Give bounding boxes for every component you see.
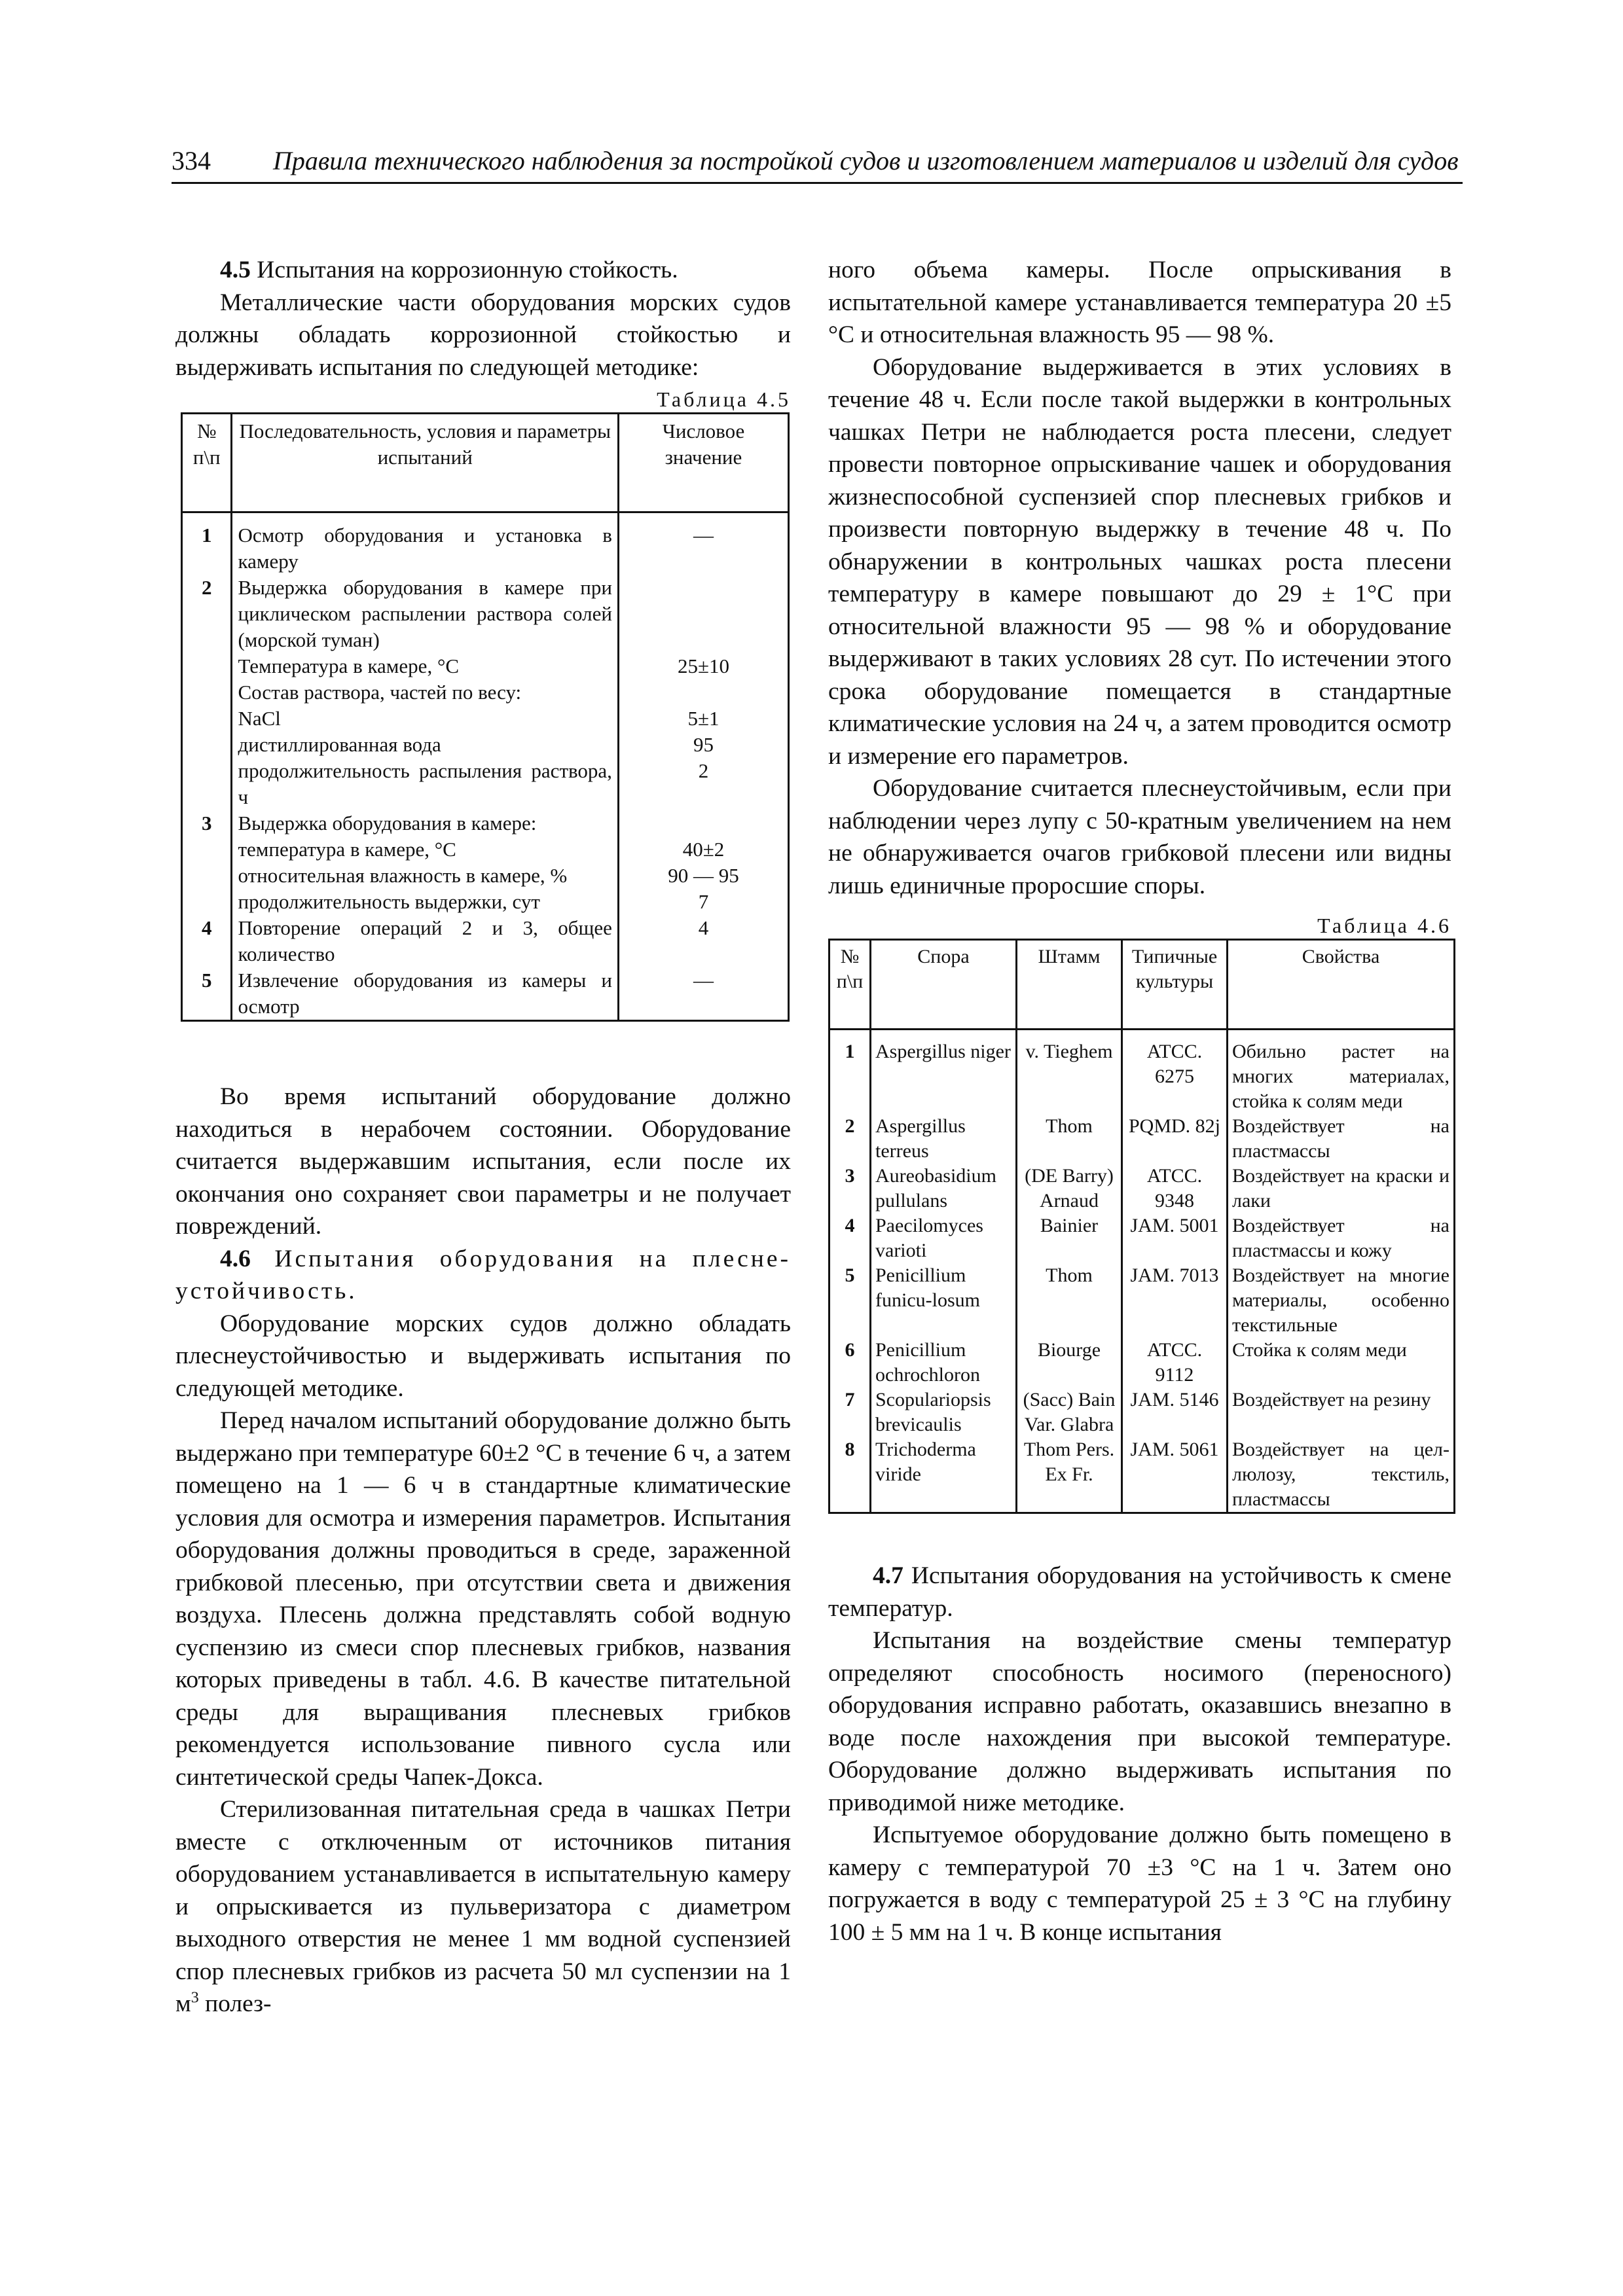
row-strain: Thom xyxy=(1017,1114,1122,1164)
paragraph: Испытуемое оборудование должно быть помещено в камеру с температурой 70 ±3 °С на 1 ч. Затем оно погружается в воду с температурой 25 ± 3 °С на глубину 100 ± 5 мм на 1 ч. В конце испытания xyxy=(828,1821,1451,1946)
table-row xyxy=(182,706,789,732)
paragraph: Металлические части оборудования морских судов должны обладать коррозионной стойкостью и выдерживать испытания по следующей методике: xyxy=(175,289,791,381)
section-4-7-heading xyxy=(828,1560,1451,1624)
row-value: 5±1 xyxy=(618,706,788,732)
paragraph: Оборудование считается плеснеустойчивым, если при наблюдении через лупу с 50-кратным увеличением на нем не обнаруживается очагов грибковой плесени или видны лишь единичные проросшие споры. xyxy=(828,775,1451,899)
table-row xyxy=(830,1164,1455,1213)
paragraph: Испытания на воздействие смены температур определяют способность носимого (переносного) оборудования исправно работать, оказавшись внезапно в воде после нахождения при высокой температуре. Оборудование должно выдерживать испытания по приводимой ниже методике. xyxy=(828,1627,1451,1816)
page-number: 334 xyxy=(172,146,211,175)
row-strain: (Sacc) Bain Var. Glabra xyxy=(1017,1388,1122,1437)
table-row xyxy=(830,1030,1455,1115)
row-culture: JAM. 7013 xyxy=(1122,1263,1228,1338)
row-number: 5 xyxy=(830,1263,871,1338)
row-number: 4 xyxy=(830,1213,871,1263)
right-column xyxy=(828,254,1451,1948)
superscript: 3 xyxy=(191,1989,199,2007)
section-number: 4.5 xyxy=(220,257,251,283)
row-properties: Стойка к солям меди xyxy=(1228,1338,1455,1388)
row-spore: Aureobasidium pullulans xyxy=(871,1164,1017,1213)
section-number: 4.7 xyxy=(873,1562,903,1589)
row-description: Выдержка оборудования в камере при циклическом распылении раствора солей (морской туман) xyxy=(232,575,618,653)
running-title: Правила технического наблюдения за постройкой судов и изготовлением материалов и изделий для судов xyxy=(273,146,1459,175)
row-properties: Воздействует на цел-люлозу, текстиль, пластмассы xyxy=(1228,1437,1455,1513)
row-culture: PQMD. 82j xyxy=(1122,1114,1228,1164)
running-head xyxy=(172,141,1463,184)
row-strain: Bainier xyxy=(1017,1213,1122,1263)
table-row xyxy=(182,889,789,915)
row-value: 90 — 95 xyxy=(618,863,788,889)
row-properties: Воздействует на многие материалы, особенно текстильные xyxy=(1228,1263,1455,1338)
row-strain: (DE Barry) Arnaud xyxy=(1017,1164,1122,1213)
row-description: Температура в камере, °С xyxy=(232,653,618,679)
row-number: 1 xyxy=(830,1030,871,1115)
row-number xyxy=(182,889,232,915)
row-value: 2 xyxy=(618,758,788,810)
table-header-cell: № п\п xyxy=(830,940,871,1030)
row-culture: ATCC. 9112 xyxy=(1122,1338,1228,1388)
paragraph-text: полез- xyxy=(198,1990,272,2017)
row-number: 5 xyxy=(182,967,232,1021)
table-4-5-caption: Таблица 4.5 xyxy=(657,387,791,411)
row-number: 7 xyxy=(830,1388,871,1437)
table-row xyxy=(182,810,789,836)
row-spore: Penicillium funicu-losum xyxy=(871,1263,1017,1338)
row-description: NaCl xyxy=(232,706,618,732)
row-number: 3 xyxy=(182,810,232,836)
table-row xyxy=(182,915,789,967)
table-header-cell: Последовательность, условия и параметры испытаний xyxy=(232,414,618,512)
section-number: 4.6 xyxy=(220,1245,251,1272)
row-strain: Thom Pers. Ex Fr. xyxy=(1017,1437,1122,1513)
row-number: 2 xyxy=(830,1114,871,1164)
row-spore: Penicillium ochrochloron xyxy=(871,1338,1017,1388)
row-value xyxy=(618,810,788,836)
row-description: Выдержка оборудования в камере: xyxy=(232,810,618,836)
row-description: продолжительность распыления раствора, ч xyxy=(232,758,618,810)
table-row xyxy=(182,758,789,810)
table-4-6-caption: Таблица 4.6 xyxy=(1317,914,1451,937)
table-row xyxy=(830,1263,1455,1338)
row-value: 4 xyxy=(618,915,788,967)
row-strain: v. Tieghem xyxy=(1017,1030,1122,1115)
row-properties: Воздействует на пластмассы и кожу xyxy=(1228,1213,1455,1263)
table-row xyxy=(182,653,789,679)
table-header-row xyxy=(182,414,789,512)
paragraph: Во время испытаний оборудование должно находиться в нерабочем состоянии. Оборудование считается выдержавшим испытания, если после их окончания оно сохраняет свои параметры и не получает повреждений. xyxy=(175,1083,791,1240)
row-number xyxy=(182,679,232,706)
table-row xyxy=(830,1388,1455,1437)
table-row xyxy=(182,836,789,863)
section-4-6-heading xyxy=(175,1243,791,1308)
row-spore: Aspergillus niger xyxy=(871,1030,1017,1115)
row-properties: Воздействует на пластмассы xyxy=(1228,1114,1455,1164)
row-description: Извлечение оборудования из камеры и осмотр xyxy=(232,967,618,1021)
row-properties: Обильно растет на многих материалах, стойка к солям меди xyxy=(1228,1030,1455,1115)
section-title: Испытания оборудования на устойчивость к смене температур. xyxy=(828,1562,1451,1622)
row-number: 1 xyxy=(182,512,232,575)
row-value: 40±2 xyxy=(618,836,788,863)
row-properties: Воздействует на краски и лаки xyxy=(1228,1164,1455,1213)
row-description: температура в камере, °С xyxy=(232,836,618,863)
paragraph xyxy=(175,1793,791,2020)
row-description: Повторение операций 2 и 3, общее количество xyxy=(232,915,618,967)
table-row xyxy=(182,512,789,575)
row-number: 2 xyxy=(182,575,232,653)
row-culture: JAM. 5146 xyxy=(1122,1388,1228,1437)
row-number xyxy=(182,706,232,732)
table-header-cell: Свойства xyxy=(1228,940,1455,1030)
row-number: 3 xyxy=(830,1164,871,1213)
row-number xyxy=(182,732,232,758)
section-title: Испытания на коррозионную стойкость. xyxy=(250,257,678,283)
table-header-row xyxy=(830,940,1455,1030)
row-number xyxy=(182,836,232,863)
table-4-6 xyxy=(828,939,1455,1514)
table-header-cell: № п\п xyxy=(182,414,232,512)
row-number: 8 xyxy=(830,1437,871,1513)
paragraph-text: Стерилизованная питательная среда в чашках Петри вместе с отключенным от источников питания оборудованием устанавливается в испытательную камеру и опрыскивается из пульверизатора с диаметром выходного отверстия не менее 1 мм водной суспензией спор плесневых грибков из расчета 50 мл суспензии на 1 м xyxy=(175,1796,791,2017)
row-culture: JAM. 5001 xyxy=(1122,1213,1228,1263)
row-value xyxy=(618,575,788,653)
row-strain: Thom xyxy=(1017,1263,1122,1338)
row-number: 4 xyxy=(182,915,232,967)
row-value: 25±10 xyxy=(618,653,788,679)
table-row xyxy=(830,1338,1455,1388)
paragraph: Перед началом испытаний оборудование должно быть выдержано при температуре 60±2 °С в течение 6 ч, а затем помещено на 1 — 6 ч в стандартные климатические условия для осмотра и измерения параметров. Испытания оборудования должны проводиться в среде, зараженной грибковой плесенью, при отсутствии света и движения воздуха. Плесень должна представлять собой водную суспензию из смеси спор плесневых грибков, названия которых приведены в табл. 4.6. В качестве питательной среды для выращивания плесневых грибков рекомендуется использование пивного сусла или синтетической среды Чапек-Докса. xyxy=(175,1407,791,1791)
row-value: 7 xyxy=(618,889,788,915)
table-row xyxy=(182,679,789,706)
left-column xyxy=(175,254,791,2020)
table-header-cell: Штамм xyxy=(1017,940,1122,1030)
row-number xyxy=(182,863,232,889)
row-description: относительная влажность в камере, % xyxy=(232,863,618,889)
row-value: 95 xyxy=(618,732,788,758)
table-header-cell: Числовое значение xyxy=(618,414,788,512)
paragraph: Оборудование морских судов должно обладать плеснеустойчивостью и выдерживать испытания по следующей методике. xyxy=(175,1310,791,1402)
row-number xyxy=(182,653,232,679)
row-spore: Scopulariopsis brevicaulis xyxy=(871,1388,1017,1437)
table-row xyxy=(830,1437,1455,1513)
row-spore: Paecilomyces varioti xyxy=(871,1213,1017,1263)
section-4-5-heading xyxy=(175,254,791,287)
row-properties: Воздействует на резину xyxy=(1228,1388,1455,1437)
row-description: дистиллированная вода xyxy=(232,732,618,758)
row-value xyxy=(618,679,788,706)
row-strain: Biourge xyxy=(1017,1338,1122,1388)
paragraph: Оборудование выдерживается в этих условиях в течение 48 ч. Если после такой выдержки в контрольных чашках Петри не наблюдается роста плесени, следует провести повторное опрыскивание чашек и оборудования жизнеспособной суспензией спор плесневых грибков и произвести повторную выдержку в течение 48 ч. По обнаружении в контрольных чашках роста плесени температуру в камере повышают до 29 ± 1°С при относительной влажности 95 — 98 % и оборудование выдерживают в таких условиях 28 сут. По истечении этого срока оборудование помещается в стандартные климатические условия на 24 ч, а затем проводится осмотр и измерение его параметров. xyxy=(828,353,1451,770)
row-culture: JAM. 5061 xyxy=(1122,1437,1228,1513)
row-spore: Trichoderma viride xyxy=(871,1437,1017,1513)
row-description: Состав раствора, частей по весу: xyxy=(232,679,618,706)
row-culture: ATCC. 6275 xyxy=(1122,1030,1228,1115)
table-row xyxy=(182,863,789,889)
table-row xyxy=(830,1114,1455,1164)
row-value: — xyxy=(618,512,788,575)
row-description: продолжительность выдержки, сут xyxy=(232,889,618,915)
table-row xyxy=(182,575,789,653)
row-value: — xyxy=(618,967,788,1021)
row-number: 6 xyxy=(830,1338,871,1388)
paragraph: ного объема камеры. После опрыскивания в испытательной камере устанавливается температура 20 ±5 °С и относительная влажность 95 — 98 %. xyxy=(828,257,1451,348)
row-spore: Aspergillus terreus xyxy=(871,1114,1017,1164)
table-row xyxy=(182,967,789,1021)
table-row xyxy=(830,1213,1455,1263)
table-header-cell: Типичные культуры xyxy=(1122,940,1228,1030)
table-4-5 xyxy=(181,412,790,1022)
row-description: Осмотр оборудования и установка в камеру xyxy=(232,512,618,575)
table-header-cell: Спора xyxy=(871,940,1017,1030)
row-number xyxy=(182,758,232,810)
table-row xyxy=(182,732,789,758)
row-culture: ATCC. 9348 xyxy=(1122,1164,1228,1213)
section-title: Испытания оборудования на плесне-устойчивость. xyxy=(175,1245,791,1304)
